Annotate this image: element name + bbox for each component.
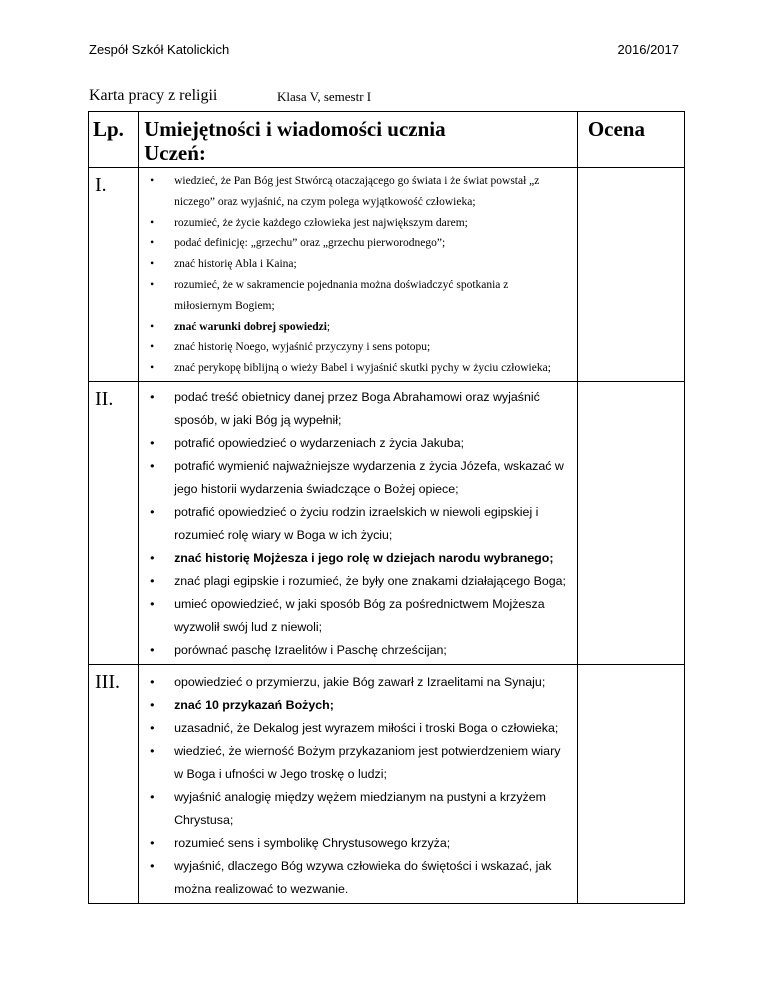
list-item: • wiedzieć, że wierność Bożym przykazaniom jest potwierdzeniem wiary w Boga i ufności w Jego troskę o ludzi; (174, 740, 567, 786)
row-number: II. (89, 381, 139, 664)
row-skills (139, 664, 578, 903)
skill-list (139, 168, 577, 381)
list-item: • znać 10 przykazań Bożych; (174, 694, 567, 717)
list-item: • opowiedzieć o przymierzu, jakie Bóg zawarł z Izraelitami na Synaju; (174, 671, 567, 694)
header-grade: Ocena (577, 112, 684, 168)
list-item: • znać historię Noego, wyjaśnić przyczyny i sens potopu; (174, 337, 567, 358)
header-lp: Lp. (89, 112, 139, 168)
row-skills (139, 168, 578, 382)
header-skills-line1: Umiejętności i wiadomości ucznia (144, 117, 446, 141)
table-header-row (89, 112, 685, 168)
table-row (89, 168, 685, 382)
header-school-year: 2016/2017 (617, 42, 679, 57)
skill-list (139, 665, 577, 903)
row-number: III. (89, 664, 139, 903)
list-item: • porównać paschę Izraelitów i Paschę chrześcijan; (174, 639, 567, 662)
document-title: Karta pracy z religii (89, 87, 218, 104)
header-school-name: Zespół Szkół Katolickich (89, 42, 230, 57)
list-item: • znać plagi egipskie i rozumieć, że były one znakami działającego Boga; (174, 570, 567, 593)
grade-cell[interactable] (577, 381, 684, 664)
grade-cell[interactable] (577, 664, 684, 903)
row-number: I. (89, 168, 139, 382)
skills-table (88, 111, 685, 904)
list-item: • rozumieć, że życie każdego człowieka jest największym darem; (174, 213, 567, 234)
list-item: • znać perykopę biblijną o wieży Babel i wyjaśnić skutki pychy w życiu człowieka; (174, 358, 567, 379)
list-item: • potrafić opowiedzieć o wydarzeniach z życia Jakuba; (174, 432, 567, 455)
list-item: • rozumieć sens i symbolikę Chrystusowego krzyża; (174, 832, 567, 855)
header-skills (139, 112, 578, 168)
list-item: • wyjaśnić analogię między wężem miedzianym na pustyni a krzyżem Chrystusa; (174, 786, 567, 832)
list-item: • wiedzieć, że Pan Bóg jest Stwórcą otaczającego go świata i że świat powstał „z niczego” oraz wyjaśnić, na czym polega wyjątkowość człowieka; (174, 171, 567, 213)
list-item: • znać warunki dobrej spowiedzi; (174, 317, 567, 338)
skill-list (139, 382, 577, 664)
list-item: • znać historię Mojżesza i jego rolę w dziejach narodu wybranego; (174, 547, 567, 570)
list-item: • potrafić wymienić najważniejsze wydarzenia z życia Józefa, wskazać w jego historii wydarzenia świadczące o Bożej opiece; (174, 455, 567, 501)
header-skills-line2: Uczeń: (144, 141, 206, 165)
class-info: Klasa V, semestr I (277, 89, 372, 104)
list-item: • podać treść obietnicy danej przez Boga Abrahamowi oraz wyjaśnić sposób, w jaki Bóg ją wypełnił; (174, 386, 567, 432)
list-item: • rozumieć, że w sakramencie pojednania można doświadczyć spotkania z miłosiernym Bogiem; (174, 275, 567, 317)
grade-cell[interactable] (577, 168, 684, 382)
list-item: • wyjaśnić, dlaczego Bóg wzywa człowieka do świętości i wskazać, jak można realizować to wezwanie. (174, 855, 567, 901)
list-item: • uzasadnić, że Dekalog jest wyrazem miłości i troski Boga o człowieka; (174, 717, 567, 740)
list-item: • podać definicję: „grzechu” oraz „grzechu pierworodnego”; (174, 233, 567, 254)
table-row (89, 664, 685, 903)
list-item: • umieć opowiedzieć, w jaki sposób Bóg za pośrednictwem Mojżesza wyzwolił swój lud z niewoli; (174, 593, 567, 639)
row-skills (139, 381, 578, 664)
list-item: • potrafić opowiedzieć o życiu rodzin izraelskich w niewoli egipskiej i rozumieć rolę wiary w Boga w ich życiu; (174, 501, 567, 547)
table-row (89, 381, 685, 664)
list-item: • znać historię Abla i Kaina; (174, 254, 567, 275)
